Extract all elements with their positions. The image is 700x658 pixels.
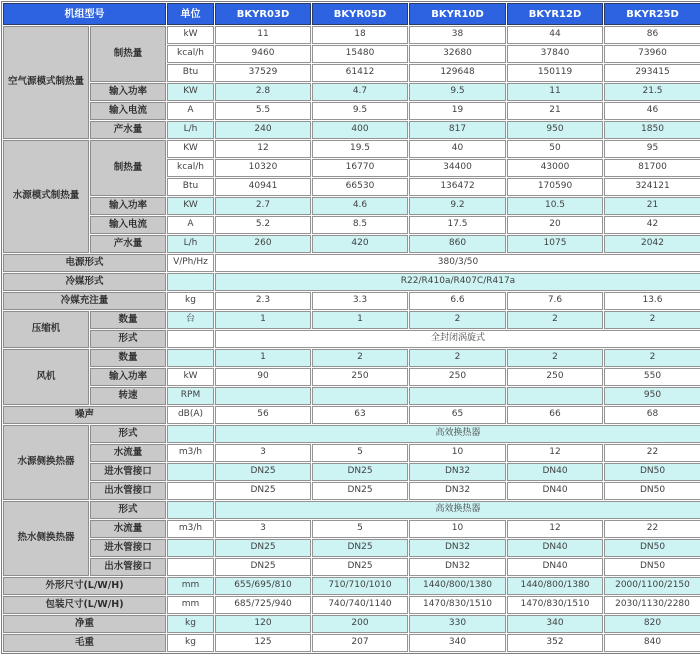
value-cell: 81700	[604, 159, 700, 177]
value-cell: 46	[604, 102, 700, 120]
value-cell	[215, 387, 311, 405]
value-cell: DN25	[312, 539, 408, 557]
row-label: 输入电流	[90, 216, 166, 234]
value-cell: 950	[507, 121, 603, 139]
unit-cell	[167, 425, 214, 443]
table-row	[3, 482, 700, 500]
value-cell: 820	[604, 615, 700, 633]
model-col-header-4: BKYR12D	[507, 3, 603, 25]
unit-cell: mm	[167, 596, 214, 614]
value-cell: 3.3	[312, 292, 408, 310]
value-cell: 4.6	[312, 197, 408, 215]
value-cell: 3	[215, 520, 311, 538]
value-cell: DN40	[507, 482, 603, 500]
value-cell: 2	[604, 349, 700, 367]
value-cell: 34400	[409, 159, 506, 177]
table-row	[3, 539, 700, 557]
value-cell: 120	[215, 615, 311, 633]
value-cell: 19	[409, 102, 506, 120]
value-cell: 950	[604, 387, 700, 405]
value-cell: 21.5	[604, 83, 700, 101]
value-cell: 66	[507, 406, 603, 424]
value-cell: 840	[604, 634, 700, 652]
value-cell: DN25	[312, 463, 408, 481]
unit-cell	[167, 330, 214, 348]
table-row	[3, 83, 700, 101]
row-label: 数量	[90, 311, 166, 329]
value-cell: 11	[507, 83, 603, 101]
value-cell: 16770	[312, 159, 408, 177]
value-cell: 125	[215, 634, 311, 652]
value-cell: 11	[215, 26, 311, 44]
row-label: 制热量	[90, 26, 166, 82]
value-cell: 2	[507, 311, 603, 329]
value-cell: 1	[215, 349, 311, 367]
model-col-header-5: BKYR25D	[604, 3, 700, 25]
value-cell: DN25	[215, 539, 311, 557]
unit-cell	[167, 501, 214, 519]
table-row	[3, 26, 700, 44]
value-cell: 150119	[507, 64, 603, 82]
row-label: 输入电流	[90, 102, 166, 120]
value-cell: 2	[312, 349, 408, 367]
value-cell: 22	[604, 520, 700, 538]
group-label: 空气源模式制热量	[3, 26, 89, 139]
header-row	[3, 3, 700, 25]
table-row	[3, 216, 700, 234]
value-cell: 136472	[409, 178, 506, 196]
value-cell: 250	[507, 368, 603, 386]
value-cell: 2.7	[215, 197, 311, 215]
unit-cell: KW	[167, 140, 214, 158]
value-cell: 10	[409, 520, 506, 538]
row-label: 包装尺寸(L/W/H)	[3, 596, 166, 614]
value-cell: 170590	[507, 178, 603, 196]
merged-value-cell: 380/3/50	[215, 254, 700, 272]
model-col-header-1: BKYR03D	[215, 3, 311, 25]
merged-value-cell: 高效换热器	[215, 425, 700, 443]
value-cell: 340	[409, 634, 506, 652]
row-label: 冷媒充注量	[3, 292, 166, 310]
unit-cell: kW	[167, 26, 214, 44]
value-cell: 40	[409, 140, 506, 158]
table-row	[3, 520, 700, 538]
value-cell: 2.8	[215, 83, 311, 101]
unit-cell: mm	[167, 577, 214, 595]
value-cell: 21	[507, 102, 603, 120]
row-label: 毛重	[3, 634, 166, 652]
value-cell: DN40	[507, 558, 603, 576]
value-cell: 12	[507, 444, 603, 462]
merged-value-cell: 全封闭涡旋式	[215, 330, 700, 348]
value-cell: 260	[215, 235, 311, 253]
row-label: 冷媒形式	[3, 273, 166, 291]
value-cell: 324121	[604, 178, 700, 196]
value-cell: 2	[507, 349, 603, 367]
row-label: 净重	[3, 615, 166, 633]
value-cell: 250	[409, 368, 506, 386]
row-label: 制热量	[90, 140, 166, 196]
unit-cell	[167, 558, 214, 576]
value-cell: 685/725/940	[215, 596, 311, 614]
unit-cell	[167, 482, 214, 500]
value-cell: 2.3	[215, 292, 311, 310]
unit-cell: L/h	[167, 235, 214, 253]
unit-cell: Btu	[167, 64, 214, 82]
value-cell: 3	[215, 444, 311, 462]
table-row	[3, 596, 700, 614]
value-cell: 655/695/810	[215, 577, 311, 595]
table-row	[3, 292, 700, 310]
value-cell: DN32	[409, 558, 506, 576]
unit-header-label: 单位	[167, 3, 214, 25]
value-cell: 6.6	[409, 292, 506, 310]
value-cell: 86	[604, 26, 700, 44]
unit-cell	[167, 463, 214, 481]
value-cell: DN25	[215, 558, 311, 576]
value-cell: 1	[312, 311, 408, 329]
row-label: 噪声	[3, 406, 166, 424]
table-row	[3, 406, 700, 424]
value-cell: 293415	[604, 64, 700, 82]
value-cell: 17.5	[409, 216, 506, 234]
row-label: 进水管接口	[90, 539, 166, 557]
unit-cell: A	[167, 216, 214, 234]
table-row	[3, 463, 700, 481]
table-row	[3, 368, 700, 386]
unit-cell: KW	[167, 197, 214, 215]
value-cell: 7.6	[507, 292, 603, 310]
value-cell: 63	[312, 406, 408, 424]
table-row	[3, 615, 700, 633]
merged-value-cell: R22/R410a/R407C/R417a	[215, 273, 700, 291]
row-label: 输入功率	[90, 83, 166, 101]
value-cell: 65	[409, 406, 506, 424]
value-cell: 32680	[409, 45, 506, 63]
value-cell: 200	[312, 615, 408, 633]
unit-cell: kg	[167, 634, 214, 652]
value-cell: 66530	[312, 178, 408, 196]
value-cell: 240	[215, 121, 311, 139]
group-label: 压缩机	[3, 311, 89, 348]
value-cell: DN25	[312, 558, 408, 576]
merged-value-cell: 高效换热器	[215, 501, 700, 519]
value-cell: DN50	[604, 558, 700, 576]
row-label: 转速	[90, 387, 166, 405]
table-row	[3, 273, 700, 291]
value-cell: 90	[215, 368, 311, 386]
value-cell: 5	[312, 520, 408, 538]
unit-cell: kW	[167, 368, 214, 386]
value-cell: 10	[409, 444, 506, 462]
value-cell: 330	[409, 615, 506, 633]
row-label: 外形尺寸(L/W/H)	[3, 577, 166, 595]
value-cell: DN40	[507, 463, 603, 481]
table-row	[3, 387, 700, 405]
table-row	[3, 311, 700, 329]
model-header-label: 机组型号	[3, 3, 166, 25]
row-label: 水流量	[90, 444, 166, 462]
value-cell: DN25	[215, 463, 311, 481]
unit-cell	[167, 539, 214, 557]
value-cell: 61412	[312, 64, 408, 82]
value-cell: 42	[604, 216, 700, 234]
value-cell	[507, 387, 603, 405]
value-cell: DN40	[507, 539, 603, 557]
value-cell: 250	[312, 368, 408, 386]
model-col-header-3: BKYR10D	[409, 3, 506, 25]
value-cell: DN32	[409, 463, 506, 481]
value-cell: DN50	[604, 482, 700, 500]
table-row	[3, 349, 700, 367]
value-cell: 1	[215, 311, 311, 329]
unit-cell: kg	[167, 292, 214, 310]
unit-cell: kcal/h	[167, 159, 214, 177]
value-cell: 860	[409, 235, 506, 253]
value-cell: 1440/800/1380	[507, 577, 603, 595]
value-cell: 22	[604, 444, 700, 462]
value-cell: 9.2	[409, 197, 506, 215]
value-cell: 9460	[215, 45, 311, 63]
group-label: 热水侧换热器	[3, 501, 89, 576]
unit-cell: L/h	[167, 121, 214, 139]
table-row	[3, 634, 700, 652]
value-cell: 400	[312, 121, 408, 139]
unit-cell: A	[167, 102, 214, 120]
value-cell: 4.7	[312, 83, 408, 101]
value-cell: 5.5	[215, 102, 311, 120]
table-row	[3, 140, 700, 158]
table-row	[3, 425, 700, 443]
value-cell: 68	[604, 406, 700, 424]
value-cell: 2000/1100/2150	[604, 577, 700, 595]
value-cell: 95	[604, 140, 700, 158]
row-label: 进水管接口	[90, 463, 166, 481]
value-cell	[409, 387, 506, 405]
value-cell: DN32	[409, 539, 506, 557]
row-label: 形式	[90, 330, 166, 348]
value-cell: 129648	[409, 64, 506, 82]
value-cell: 2	[604, 311, 700, 329]
table-row	[3, 235, 700, 253]
value-cell: 352	[507, 634, 603, 652]
row-label: 形式	[90, 501, 166, 519]
value-cell: 13.6	[604, 292, 700, 310]
unit-cell: kcal/h	[167, 45, 214, 63]
table-row	[3, 102, 700, 120]
value-cell: DN50	[604, 539, 700, 557]
value-cell: 340	[507, 615, 603, 633]
value-cell: 817	[409, 121, 506, 139]
value-cell: 56	[215, 406, 311, 424]
value-cell: 43000	[507, 159, 603, 177]
value-cell: 15480	[312, 45, 408, 63]
spec-table	[1, 1, 700, 654]
value-cell: 5.2	[215, 216, 311, 234]
value-cell: 37529	[215, 64, 311, 82]
value-cell: 1850	[604, 121, 700, 139]
value-cell: 44	[507, 26, 603, 44]
row-label: 形式	[90, 425, 166, 443]
group-label: 水源侧换热器	[3, 425, 89, 500]
value-cell: 420	[312, 235, 408, 253]
table-row	[3, 197, 700, 215]
value-cell: 1440/800/1380	[409, 577, 506, 595]
value-cell: 37840	[507, 45, 603, 63]
table-row	[3, 577, 700, 595]
value-cell: DN25	[215, 482, 311, 500]
value-cell: 2042	[604, 235, 700, 253]
group-label: 风机	[3, 349, 89, 405]
row-label: 输入功率	[90, 368, 166, 386]
unit-cell: dB(A)	[167, 406, 214, 424]
row-label: 出水管接口	[90, 558, 166, 576]
spec-table-body	[3, 26, 700, 652]
table-row	[3, 558, 700, 576]
value-cell: DN32	[409, 482, 506, 500]
unit-cell: m3/h	[167, 520, 214, 538]
value-cell: 740/740/1140	[312, 596, 408, 614]
value-cell: 50	[507, 140, 603, 158]
unit-cell: Btu	[167, 178, 214, 196]
unit-cell: 台	[167, 311, 214, 329]
value-cell: 12	[507, 520, 603, 538]
row-label: 水流量	[90, 520, 166, 538]
value-cell: 9.5	[409, 83, 506, 101]
value-cell: 1470/830/1510	[507, 596, 603, 614]
value-cell: 9.5	[312, 102, 408, 120]
group-label: 水源模式制热量	[3, 140, 89, 253]
unit-cell: RPM	[167, 387, 214, 405]
value-cell: 10.5	[507, 197, 603, 215]
unit-cell: KW	[167, 83, 214, 101]
unit-cell: V/Ph/Hz	[167, 254, 214, 272]
unit-cell: kg	[167, 615, 214, 633]
value-cell: 2030/1130/2280	[604, 596, 700, 614]
table-row	[3, 121, 700, 139]
value-cell: 550	[604, 368, 700, 386]
value-cell: 40941	[215, 178, 311, 196]
value-cell: DN50	[604, 463, 700, 481]
unit-cell: m3/h	[167, 444, 214, 462]
model-col-header-2: BKYR05D	[312, 3, 408, 25]
table-row	[3, 330, 700, 348]
value-cell: 20	[507, 216, 603, 234]
value-cell: 207	[312, 634, 408, 652]
row-label: 输入功率	[90, 197, 166, 215]
unit-cell	[167, 349, 214, 367]
value-cell: 21	[604, 197, 700, 215]
value-cell: 2	[409, 349, 506, 367]
value-cell: 2	[409, 311, 506, 329]
value-cell: 8.5	[312, 216, 408, 234]
row-label: 产水量	[90, 235, 166, 253]
value-cell: DN25	[312, 482, 408, 500]
value-cell: 38	[409, 26, 506, 44]
table-row	[3, 444, 700, 462]
row-label: 数量	[90, 349, 166, 367]
value-cell: 18	[312, 26, 408, 44]
value-cell	[312, 387, 408, 405]
table-row	[3, 254, 700, 272]
value-cell: 19.5	[312, 140, 408, 158]
value-cell: 12	[215, 140, 311, 158]
value-cell: 73960	[604, 45, 700, 63]
value-cell: 710/710/1010	[312, 577, 408, 595]
row-label: 产水量	[90, 121, 166, 139]
value-cell: 1470/830/1510	[409, 596, 506, 614]
value-cell: 10320	[215, 159, 311, 177]
row-label: 出水管接口	[90, 482, 166, 500]
unit-cell	[167, 273, 214, 291]
value-cell: 1075	[507, 235, 603, 253]
row-label: 电源形式	[3, 254, 166, 272]
table-row	[3, 501, 700, 519]
value-cell: 5	[312, 444, 408, 462]
